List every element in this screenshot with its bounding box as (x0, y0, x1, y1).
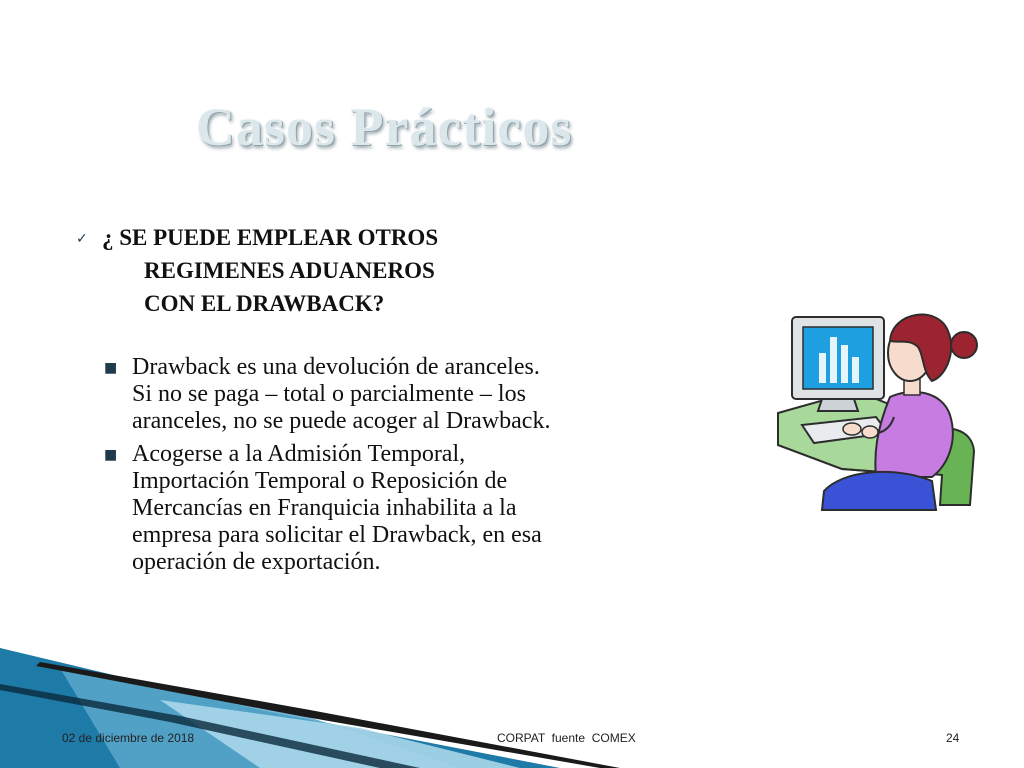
bullet-text-line: empresa para solicitar el Drawback, en esa (132, 522, 542, 548)
footer-date: 02 de diciembre de 2018 (62, 731, 195, 745)
slide-title: Casos Prácticos (196, 97, 573, 157)
bullet-text-line: Importación Temporal o Reposición de (132, 468, 508, 494)
footer-source: CORPAT fuente COMEX (497, 731, 636, 745)
slide-number: 24 (946, 731, 960, 745)
check-icon: ✓ (76, 231, 88, 247)
bullet-text-line: Si no se paga – total o parcialmente – los (132, 381, 526, 407)
question-line-2: REGIMENES ADUANEROS (144, 258, 435, 283)
bullet-text-line: Drawback es una devolución de aranceles. (132, 354, 540, 380)
square-bullet-icon: ■ (104, 360, 118, 376)
bullet-text-line: operación de exportación. (132, 549, 381, 575)
bullet-text-line: Mercancías en Franquicia inhabilita a la (132, 495, 517, 521)
footer-decoration (0, 640, 1024, 768)
bullet-text-line: aranceles, no se puede acoger al Drawback. (132, 408, 551, 434)
square-bullet-icon: ■ (104, 447, 118, 463)
question-line-3: CON EL DRAWBACK? (144, 291, 385, 316)
bullet-text-line: Acogerse a la Admisión Temporal, (132, 441, 466, 467)
computer-user-clipart (772, 305, 982, 515)
question-line-1: ¿ SE PUEDE EMPLEAR OTROS (102, 225, 439, 250)
